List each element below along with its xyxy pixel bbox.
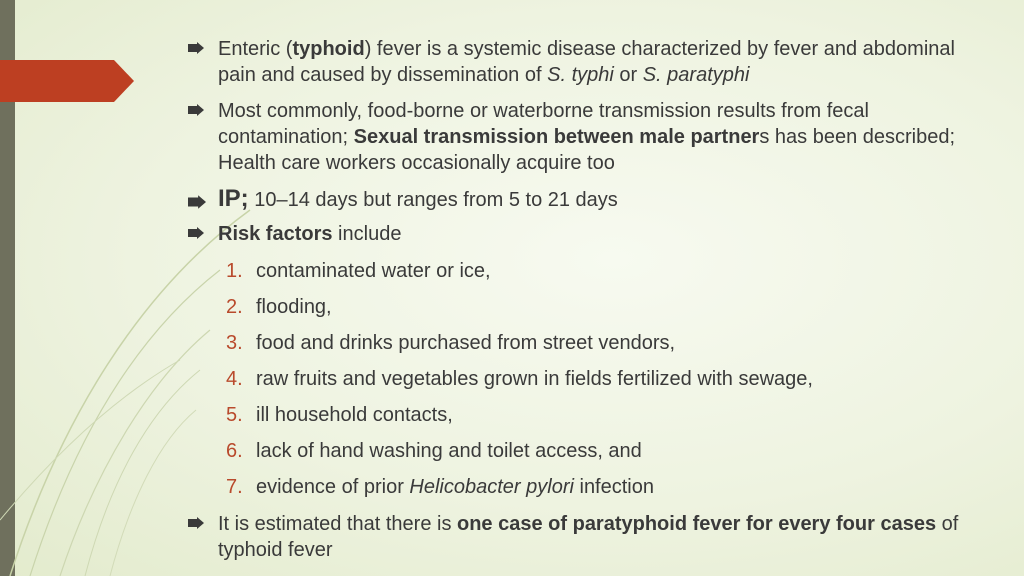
ip-text: 10–14 days but ranges from 5 to 21 days bbox=[248, 189, 618, 211]
arrow-bullet-icon bbox=[188, 104, 204, 116]
bullet-text: Enteric (typhoid) fever is a systemic disease characterized by fever and abdominal pain and caused by dissemination of S. typhi or S. paratyphi bbox=[218, 38, 955, 86]
list-item: 4. raw fruits and vegetables grown in fields fertilized with sewage, bbox=[226, 368, 813, 390]
list-item: 2. flooding, bbox=[226, 296, 332, 318]
bullet-text: It is estimated that there is one case of paratyphoid fever for every four cases of typhoid fever bbox=[218, 513, 959, 561]
bullet-paratyphoid-ratio bbox=[188, 511, 988, 563]
bullet-risk-factors bbox=[188, 221, 988, 247]
list-item: 6. lack of hand washing and toilet access, and bbox=[226, 440, 642, 462]
accent-banner bbox=[0, 60, 134, 102]
slide-content bbox=[188, 36, 988, 573]
bullet-enteric-fever bbox=[188, 36, 988, 88]
list-item: 3. food and drinks purchased from street vendors, bbox=[226, 332, 676, 354]
bullet-text: Risk factors include bbox=[218, 223, 402, 245]
arrow-bullet-icon bbox=[188, 517, 204, 529]
list-item: 5. ill household contacts, bbox=[226, 404, 453, 426]
bullet-incubation-period bbox=[188, 186, 988, 213]
arrow-bullet-icon bbox=[188, 195, 206, 209]
list-item: 7. evidence of prior Helicobacter pylori infection bbox=[226, 476, 654, 498]
arrow-bullet-icon bbox=[188, 42, 204, 54]
arrow-bullet-icon bbox=[188, 227, 204, 239]
bullet-text: Most commonly, food-borne or waterborne transmission results from fecal contamination; Sexual transmission between male partners has been described; Health care workers occasionally acquire too bbox=[218, 100, 956, 174]
ip-label: IP; bbox=[218, 185, 249, 212]
list-item: 1. contaminated water or ice, bbox=[226, 260, 491, 282]
bullet-transmission bbox=[188, 98, 988, 176]
risk-factor-list bbox=[188, 253, 988, 505]
